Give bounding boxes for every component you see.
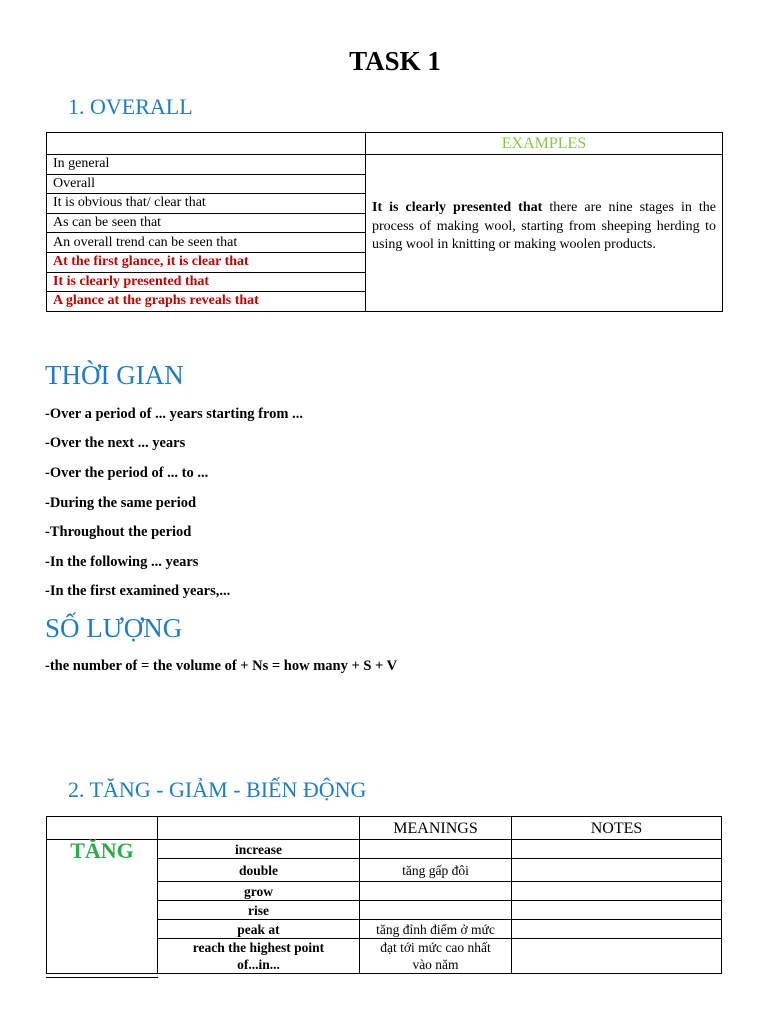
time-line: -Over a period of ... years starting from ...	[45, 406, 303, 422]
notes-header: NOTES	[512, 817, 722, 840]
meanings-header: MEANINGS	[360, 817, 512, 840]
trend-header-word	[158, 817, 360, 840]
phrase-cell-highlight: At the first glance, it is clear that	[47, 252, 366, 272]
trend-note	[512, 901, 722, 920]
trend-meaning	[360, 901, 512, 920]
trend-meaning: tăng gấp đôi	[360, 859, 512, 882]
example-bold: It is clearly presented that	[372, 200, 543, 216]
trend-note	[512, 920, 722, 939]
example-cell	[366, 155, 723, 312]
group-label-tang: TĂNG	[47, 840, 158, 974]
trend-word: reach the highest point of...in...	[158, 939, 360, 974]
phrase-cell-highlight: It is clearly presented that	[47, 272, 366, 292]
phrase-cell: It is obvious that/ clear that	[47, 194, 366, 214]
phrase-cell: Overall	[47, 174, 366, 194]
trend-word: grow	[158, 882, 360, 901]
trend-word: peak at	[158, 920, 360, 939]
examples-header: EXAMPLES	[366, 133, 723, 155]
table-bottom-rule	[46, 977, 158, 978]
page-title: TASK 1	[349, 46, 441, 76]
time-line: -During the same period	[45, 495, 197, 511]
time-line: -Over the next ... years	[45, 435, 186, 451]
trend-note	[512, 859, 722, 882]
trend-note	[512, 840, 722, 859]
trend-word: rise	[158, 901, 360, 920]
trend-note	[512, 882, 722, 901]
trend-note	[512, 939, 722, 974]
trend-table	[46, 816, 722, 974]
trend-meaning: đạt tới mức cao nhất vào năm	[360, 939, 512, 974]
trend-meaning	[360, 882, 512, 901]
section-heading-overall: 1. OVERALL	[68, 94, 193, 119]
example-text: there are nine stages in the process of making wool, starting from sheeping herding to using wool in knitting or making woolen products.	[372, 200, 716, 253]
phrase-cell: An overall trend can be seen that	[47, 233, 366, 253]
quantity-heading: SỐ LƯỢNG	[45, 613, 183, 643]
trend-meaning	[360, 840, 512, 859]
time-heading: THỜI GIAN	[45, 360, 184, 390]
phrase-cell: In general	[47, 155, 366, 175]
time-line: -In the following ... years	[45, 554, 199, 570]
overall-table	[46, 132, 723, 312]
time-line: -In the first examined years,...	[45, 583, 231, 599]
phrase-cell-highlight: A glance at the graphs reveals that	[47, 292, 366, 312]
overall-header-blank	[47, 133, 366, 155]
trend-word: increase	[158, 840, 360, 859]
quantity-line: -the number of = the volume of + Ns = how many + S + V	[45, 658, 398, 674]
trend-meaning: tăng đỉnh điểm ở mức	[360, 920, 512, 939]
phrase-cell: As can be seen that	[47, 213, 366, 233]
trend-header-blank	[47, 817, 158, 840]
time-line: -Over the period of ... to ...	[45, 465, 209, 481]
section-heading-trend: 2. TĂNG - GIẢM - BIẾN ĐỘNG	[68, 777, 367, 802]
time-line: -Throughout the period	[45, 524, 192, 540]
trend-word: double	[158, 859, 360, 882]
